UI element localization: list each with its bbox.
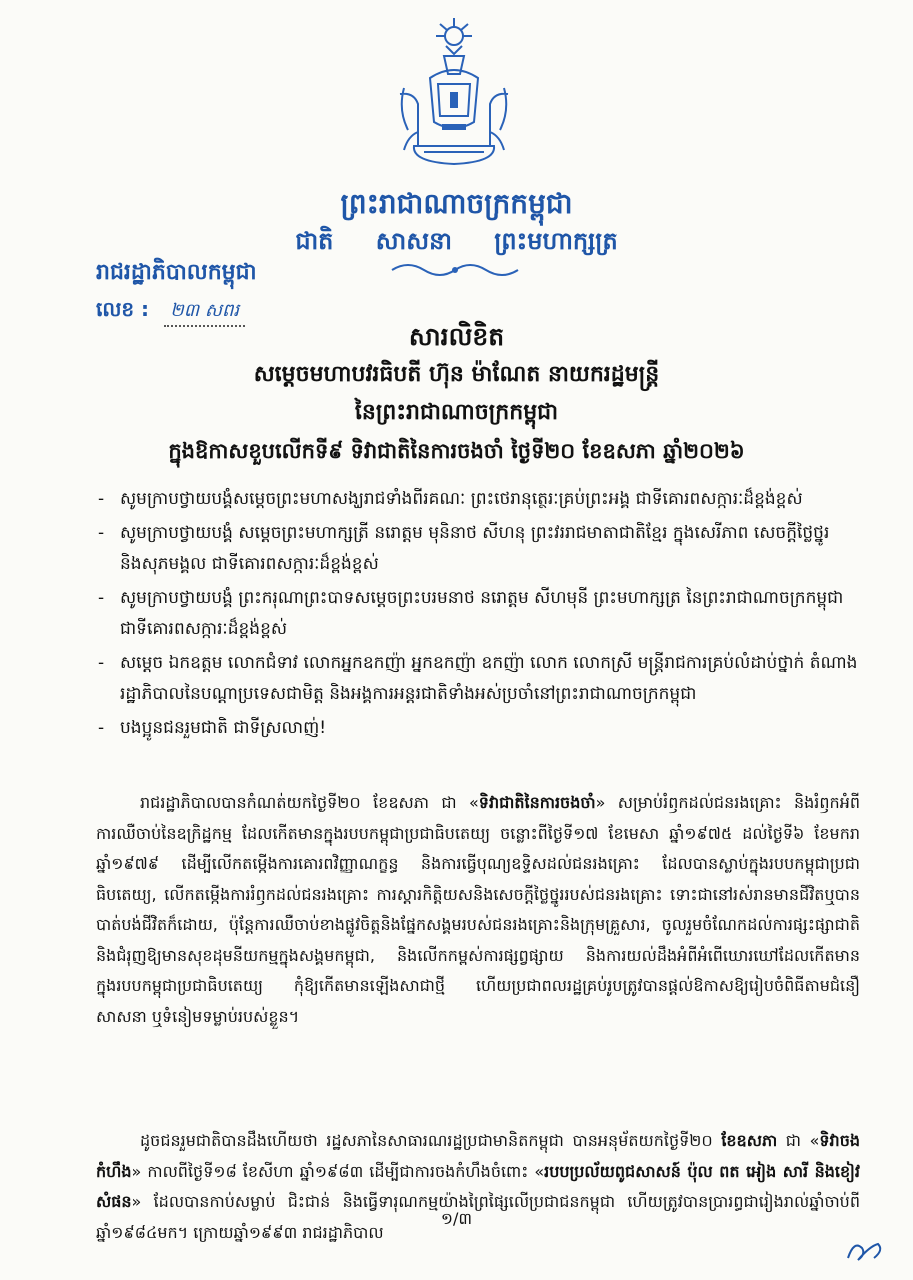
handwritten-initial-icon	[840, 1236, 890, 1266]
page-number: ១/៣	[440, 1209, 473, 1228]
emphasis-text: ទិវាចងកំហឹង	[96, 1131, 860, 1181]
greeting-item: - បងប្អូនជនរួមជាតិ ជាទីស្រលាញ់!	[98, 713, 858, 744]
paragraph-text: ដូចជនរួមជាតិបានដឹងហើយថា រដ្ឋសភានៃសាធារណរដ្ឋប្រជាមានិតកម្ពុជា បានអនុម័តយកថ្ងៃទី២០	[140, 1131, 722, 1150]
document-title	[60, 318, 853, 470]
paragraph-text: » ដែលបានកាប់សម្លាប់ ជិះជាន់ និងធ្វើទារុណកម្មយ៉ាងព្រៃផ្សៃលើប្រជាជនកម្ពុជា ហើយត្រូវបានប្រារព្ធជារៀងរាល់ឆ្នាំចាប់ពីឆ្នាំ១៩៨៤មក។ ក្រោយឆ្នាំ១៩៩៣ រាជរដ្ឋាភិបាល	[96, 1192, 860, 1242]
decorative-divider-icon	[388, 262, 522, 278]
emphasis-text: របបប្រល័យពូជសាសន៍ ប៉ុល ពត អៀង សារី និងខៀវ សំផន	[96, 1161, 860, 1211]
greeting-item: - សម្តេច ឯកឧត្តម លោកជំទាវ លោកអ្នកឧកញ៉ា អ្នកឧកញ៉ា ឧកញ៉ា លោក លោកស្រី មន្ត្រីរាជការគ្រប់លំដាប់ថ្នាក់ តំណាងរដ្ឋាភិបាលនៃបណ្តាប្រទេសជាមិត្ត និងអង្គការអន្តរជាតិទាំងអស់ប្រចាំនៅព្រះរាជាណាចក្រកម្ពុជា	[98, 648, 858, 710]
body-paragraph-1	[96, 788, 860, 1032]
title-line-3: នៃព្រះរាជាណាចក្រកម្ពុជា	[354, 400, 559, 425]
title-line-4: ក្នុងឱកាសខួបលើកទី៩ ទិវាជាតិនៃការចងចាំ ថ្ងៃទី២០ ខែឧសភា ឆ្នាំ២០២៦	[168, 439, 745, 463]
title-line-2: សម្តេចមហាបវរធិបតី ហ៊ុន ម៉ាណែត នាយករដ្ឋមន្ត្រី	[253, 362, 660, 387]
reference-label: លេខ :	[96, 297, 150, 321]
kingdom-name: ព្រះរាជាណាចក្រកម្ពុជា	[340, 187, 573, 220]
paragraph-text: រាជរដ្ឋាភិបាលបានកំណត់យកថ្ងៃទី២០ ខែឧសភា ជា «	[140, 793, 479, 812]
government-name: រាជរដ្ឋាភិបាលកម្ពុជា	[96, 260, 257, 285]
greeting-item: - សូមក្រាបថ្វាយបង្គំ សម្តេចព្រះមហាក្សត្រី នរោត្តម មុនិនាថ សីហនុ ព្រះវររាជមាតាជាតិខ្មែរ ក្នុងសេរីភាព សេចក្តីថ្លៃថ្នូរ និងសុភមង្គល ជាទីគោរពសក្ការៈដ៏ខ្ពង់ខ្ពស់	[98, 518, 858, 580]
emphasis-text: ទិវាជាតិនៃការចងចាំ	[478, 793, 596, 812]
emphasis-text: ខែឧសភា	[721, 1131, 778, 1150]
paragraph-text: » សម្រាប់រំឭកដល់ជនរងគ្រោះ និងរំឭកអំពីការឈឺចាប់នៃឧក្រិដ្ឋកម្ម ដែលកើតមានក្នុងរបបកម្ពុជាប្រជាធិបតេយ្យ ចន្លោះពីថ្ងៃទី១៧ ខែមេសា ឆ្នាំ១៩៧៥ ដល់ថ្ងៃទី៦ ខែមករា ឆ្នាំ១៩៧៩ ដើម្បីលើកតម្កើងការគោរពវិញ្ញាណក្ខន្ធ និងការធ្វើបុណ្យឧទ្ទិសដល់ជនរងគ្រោះ ដែលបានស្លាប់ក្នុងរបបកម្ពុជាប្រជាធិបតេយ្យ, លើកតម្កើងការរំឭកដល់ជនរងគ្រោះ ការស្តារកិត្តិយសនិងសេចក្តីថ្លៃថ្នូររបស់ជនរងគ្រោះ ទោះជានៅរស់រានមានជីវិតឬបានបាត់បង់ជីវិតក៏ដោយ, ប៉ុន្តែការឈឺចាប់ខាងផ្លូវចិត្តនិងផ្នែកសង្គមរបស់ជនរងគ្រោះនិងក្រុមគ្រួសារ, ចូលរួមចំណែកដល់ការផ្សះផ្សាជាតិនិងជំរុញឱ្យមានសុខដុមនីយកម្មក្នុងសង្គមកម្ពុជា, និងលើកកម្ពស់ការផ្សព្វផ្សាយ និងការយល់ដឹងអំពីអំពើឃោរឃៅដែលកើតមានក្នុងរបបកម្ពុជាប្រជាធិបតេយ្យ កុំឱ្យកើតមានឡើងសាជាថ្មី ហើយប្រជាពលរដ្ឋគ្រប់រូបត្រូវបានផ្តល់ឱកាសឱ្យរៀបចំពិធីតាមជំនឿ សាសនា ឬទំនៀមទម្លាប់របស់ខ្លួន។	[96, 793, 861, 1026]
royal-arms-emblem-icon	[374, 14, 534, 174]
paragraph-text: ជា «	[777, 1131, 820, 1150]
greeting-item: - សូមក្រាបថ្វាយបង្គំសម្តេចព្រះមហាសង្ឃរាជទាំងពីរគណៈ ព្រះថេរានុត្ថេរៈគ្រប់ព្រះអង្គ ជាទីគោរពសក្ការៈដ៏ខ្ពង់ខ្ពស់	[98, 484, 858, 515]
reference-value: ២៣ សពរ	[164, 298, 245, 327]
greeting-item: - សូមក្រាបថ្វាយបង្គំ ព្រះករុណាព្រះបាទសម្តេចព្រះបរមនាថ នរោត្តម សីហមុនី ព្រះមហាក្សត្រ នៃព្រះរាជាណាចក្រកម្ពុជា ជាទីគោរពសក្ការៈដ៏ខ្ពង់ខ្ពស់	[98, 583, 858, 645]
paragraph-text: » កាលពីថ្ងៃទី១៨ ខែសីហា ឆ្នាំ១៩៨៣ ដើម្បីជាការចងកំហឹងចំពោះ «	[131, 1161, 545, 1181]
greetings-list	[98, 484, 858, 747]
national-motto: ជាតិ សាសនា ព្រះមហាក្សត្រ	[295, 227, 618, 255]
title-line-1: សារលិខិត	[408, 322, 505, 351]
